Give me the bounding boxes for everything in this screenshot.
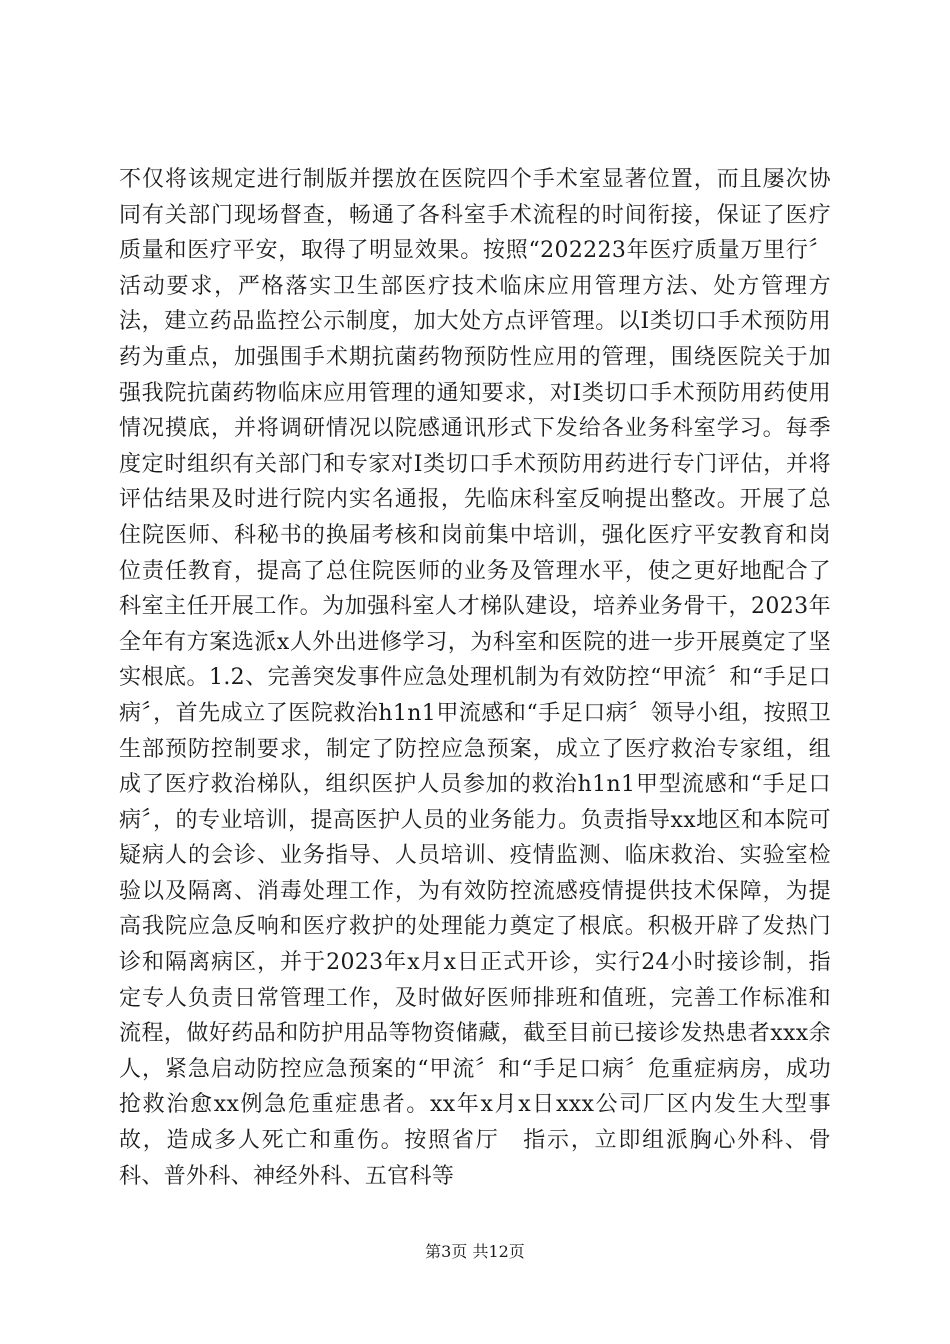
page-footer: 第3页 共12页: [425, 1242, 525, 1261]
body-paragraph: 不仅将该规定进行制版并摆放在医院四个手术室显著位置，而且屡次协同有关部门现场督查，畅通了各科室手术流程的时间衔接，保证了医疗质量和医疗平安，取得了明显效果。按照“202223年医疗质量万里行〞活动要求，严格落实卫生部医疗技术临床应用管理方法、处方管理方法，建立药品监控公示制度，加大处方点评管理。以Ⅰ类切口手术预防用药为重点，加强围手术期抗菌药物预防性应用的管理，围绕医院关于加强我院抗菌药物临床应用管理的通知要求，对Ⅰ类切口手术预防用药使用情况摸底，并将调研情况以院感通讯形式下发给各业务科室学习。每季度定时组织有关部门和专家对Ⅰ类切口手术预防用药进行专门评估，并将评估结果及时进行院内实名通报，先临床科室反响提出整改。开展了总住院医师、科秘书的换届考核和岗前集中培训，强化医疗平安教育和岗位责任教育，提高了总住院医师的业务及管理水平，使之更好地配合了科室主任开展工作。为加强科室人才梯队建设，培养业务骨干，2023年全年有方案选派x人外出进修学习，为科室和医院的进一步开展奠定了坚实根底。1.2、完善突发事件应急处理机制为有效防控“甲流〞和“手足口病〞，首先成立了医院救治h1n1甲流感和“手足口病〞领导小组，按照卫生部预防控制要求，制定了防控应急预案，成立了医疗救治专家组，组成了医疗救治梯队，组织医护人员参加的救治h1n1甲型流感和“手足口病〞，的专业培训，提高医护人员的业务能力。负责指导xx地区和本院可疑病人的会诊、业务指导、人员培训、疫情监测、临床救治、实验室检验以及隔离、消毒处理工作，为有效防控流感疫情提供技术保障，为提高我院应急反响和医疗救护的处理能力奠定了根底。积极开辟了发热门诊和隔离病区，并于2023年x月x日正式开诊，实行24小时接诊制，指定专人负责日常管理工作，及时做好医师排班和值班，完善工作标准和流程，做好药品和防护用品等物资储藏，截至目前已接诊发热患者xxx余人，紧急启动防控应急预案的“甲流〞和“手足口病〞危重症病房，成功抢救治愈xx例急危重症患者。xx年x月x日xxx公司厂区内发生大型事故，造成多人死亡和重伤。按照省厅 指示，立即组派胸心外科、骨科、普外科、神经外科、五官科等: [119, 167, 831, 1189]
